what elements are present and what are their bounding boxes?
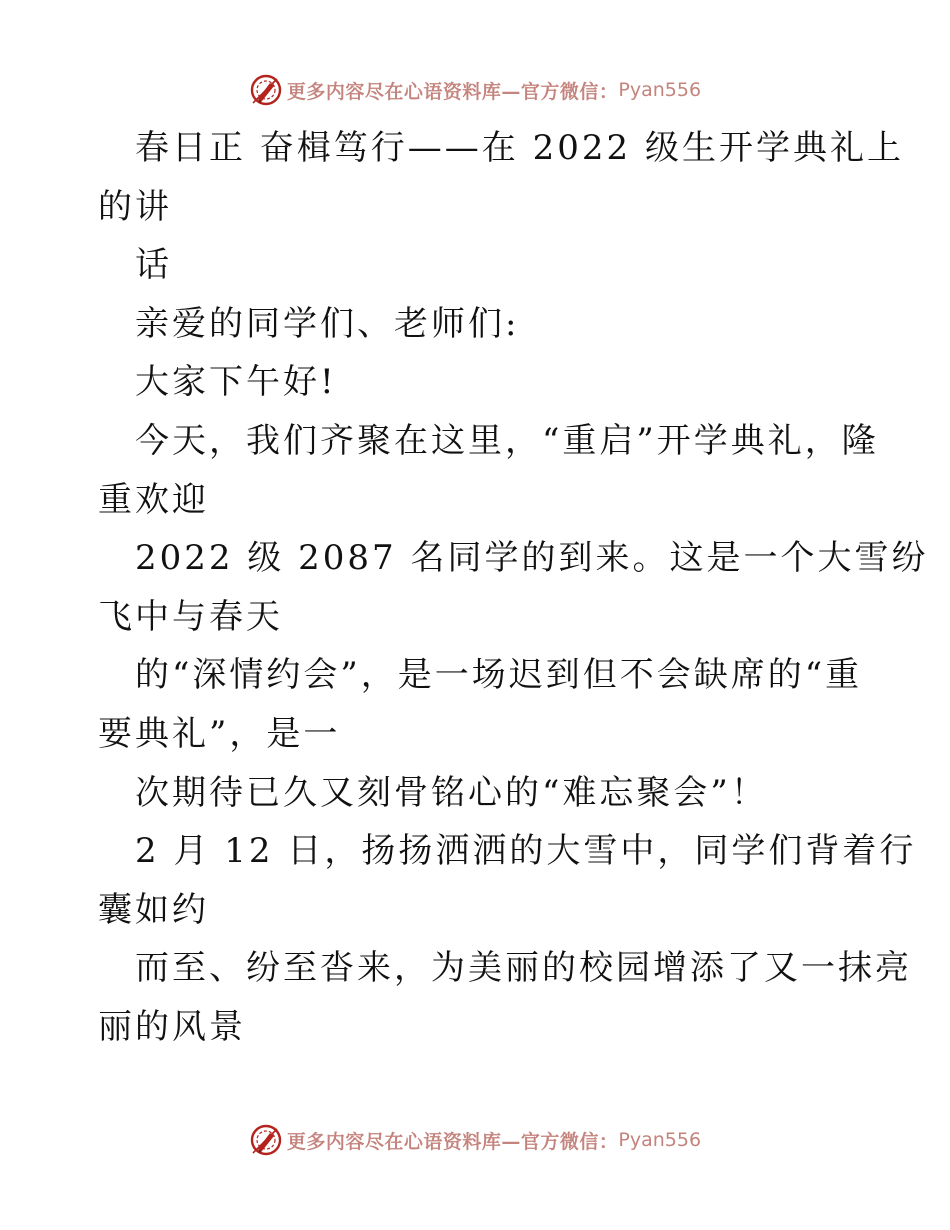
footer-wechat-id: Pyan556 [618, 1129, 702, 1151]
greeting-line: 大家下午好! [135, 362, 337, 402]
paragraph-line: 囊如约 [98, 890, 209, 930]
paragraph-line: 而至、纷至沓来，为美丽的校园增添了又一抹亮 [135, 948, 912, 988]
header-brand-text: 更多内容尽在心语资料库—官方微信： [286, 80, 619, 103]
footer-brand-text: 更多内容尽在心语资料库—官方微信： [286, 1130, 619, 1153]
header-wechat-id: Pyan556 [618, 79, 702, 101]
paragraph-line: 2 月 12 日，扬扬洒洒的大雪中，同学们背着行 [135, 831, 917, 871]
footer-banner [0, 1120, 950, 1160]
title-line-2: 的讲 [98, 187, 172, 227]
title-line-3: 话 [135, 245, 172, 285]
paragraph-line: 丽的风景 [98, 1007, 246, 1047]
paragraph-line: 今天，我们齐聚在这里，“重启”开学典礼，隆 [135, 421, 879, 461]
paragraph-line: 的“深情约会”，是一场迟到但不会缺席的“重 [135, 655, 863, 695]
pen-logo-icon [249, 1123, 283, 1157]
salutation-line: 亲爱的同学们、老师们: [135, 304, 520, 344]
paragraph-line: 要典礼”，是一 [98, 714, 341, 754]
paragraph-line: 2022 级 2087 名同学的到来。这是一个大雪纷 [135, 538, 929, 578]
title-line-1: 春日正 奋楫笃行——在 2022 级生开学典礼上 [135, 128, 904, 168]
paragraph-line: 飞中与春天 [98, 597, 283, 637]
paragraph-line: 重欢迎 [98, 480, 209, 520]
paragraph-line: 次期待已久又刻骨铭心的“难忘聚会”！ [135, 773, 768, 813]
